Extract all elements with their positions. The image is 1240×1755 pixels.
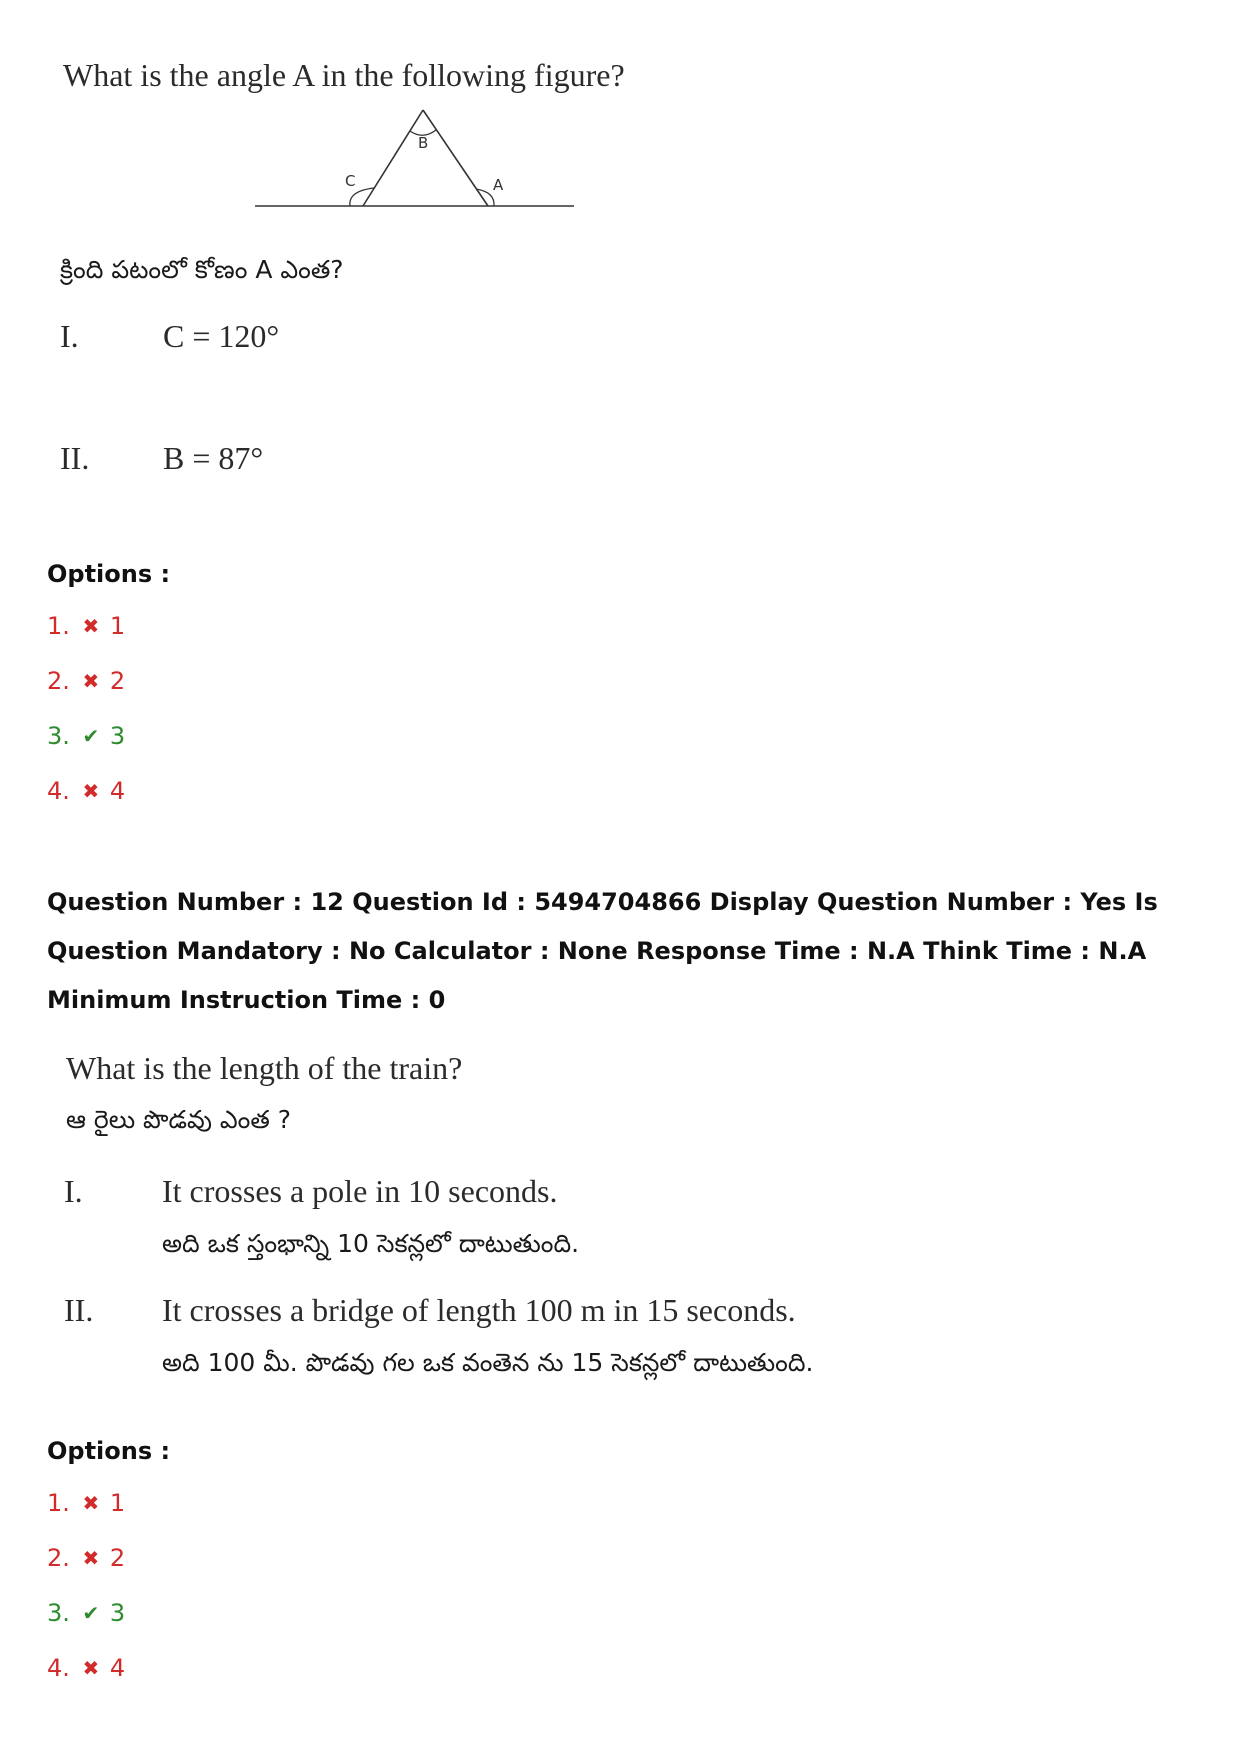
q2-option-1: [47, 1489, 125, 1517]
statement-2-numeral: II.: [60, 440, 90, 476]
q2-option-3: [47, 1599, 125, 1627]
option-value: 4: [109, 1654, 126, 1682]
q2-statement-1-text: It crosses a pole in 10 seconds.: [162, 1173, 558, 1209]
triangle-figure: [250, 100, 590, 215]
options-label-2: Options :: [47, 1437, 171, 1465]
label-a: A: [493, 176, 504, 194]
q2-option-2: [47, 1544, 125, 1572]
cross-icon: ✖: [82, 669, 100, 693]
options-label: Options :: [47, 560, 171, 588]
question-2-metadata: Question Number : 12 Question Id : 5494704866 Display Question Number : Yes Is Question Mandatory : No Calculator : None Response Time : N.A Think Time : N.A Minimum Instruction Time : 0: [47, 888, 1158, 1014]
question-2-telugu: ఆ రైలు పొడవు ఎంత ?: [66, 1105, 292, 1134]
question-1-telugu: క్రింది పటంలో కోణం A ఎంత?: [60, 255, 344, 284]
check-icon: ✔: [82, 724, 100, 748]
triangle-left-side: [363, 110, 423, 206]
option-1: [47, 612, 125, 640]
triangle-right-side: [423, 110, 488, 206]
option-2: [47, 667, 125, 695]
option-value: 2: [109, 667, 126, 695]
check-icon: ✔: [82, 1601, 100, 1625]
statement-1-text: C = 120°: [163, 318, 280, 354]
q2-statement-2-text: It crosses a bridge of length 100 m in 15 seconds.: [162, 1292, 796, 1328]
q2-option-4: [47, 1654, 125, 1682]
option-value: 2: [109, 1544, 126, 1572]
option-value: 4: [109, 777, 126, 805]
option-number: 1.: [47, 612, 70, 640]
label-b: B: [418, 134, 429, 152]
option-number: 4.: [47, 777, 70, 805]
option-value: 1: [109, 1489, 126, 1517]
option-number: 3.: [47, 1599, 70, 1627]
option-3: [47, 722, 125, 750]
angle-c-arc: [350, 188, 374, 206]
option-number: 1.: [47, 1489, 70, 1517]
q2-statement-2-telugu: అది 100 మీ. పొడవు గల ఒక వంతెన ను 15 సెకన్లలో దాటుతుంది.: [162, 1348, 814, 1377]
cross-icon: ✖: [82, 1656, 100, 1680]
cross-icon: ✖: [82, 614, 100, 638]
cross-icon: ✖: [82, 779, 100, 803]
option-value: 3: [109, 722, 126, 750]
option-number: 2.: [47, 667, 70, 695]
option-value: 1: [109, 612, 126, 640]
option-4: [47, 777, 125, 805]
option-number: 4.: [47, 1654, 70, 1682]
statement-2-text: B = 87°: [163, 440, 264, 476]
q2-statement-1-numeral: I.: [64, 1173, 83, 1209]
option-number: 3.: [47, 722, 70, 750]
option-value: 3: [109, 1599, 126, 1627]
q2-statement-1-telugu: అది ఒక స్తంభాన్ని 10 సెకన్లలో దాటుతుంది.: [162, 1229, 580, 1258]
option-number: 2.: [47, 1544, 70, 1572]
cross-icon: ✖: [82, 1491, 100, 1515]
q2-statement-2-numeral: II.: [64, 1292, 94, 1328]
question-1-text: What is the angle A in the following figure?: [63, 57, 625, 93]
label-c: C: [345, 172, 356, 190]
question-2-text: What is the length of the train?: [66, 1050, 463, 1086]
statement-1-numeral: I.: [60, 318, 79, 354]
cross-icon: ✖: [82, 1546, 100, 1570]
